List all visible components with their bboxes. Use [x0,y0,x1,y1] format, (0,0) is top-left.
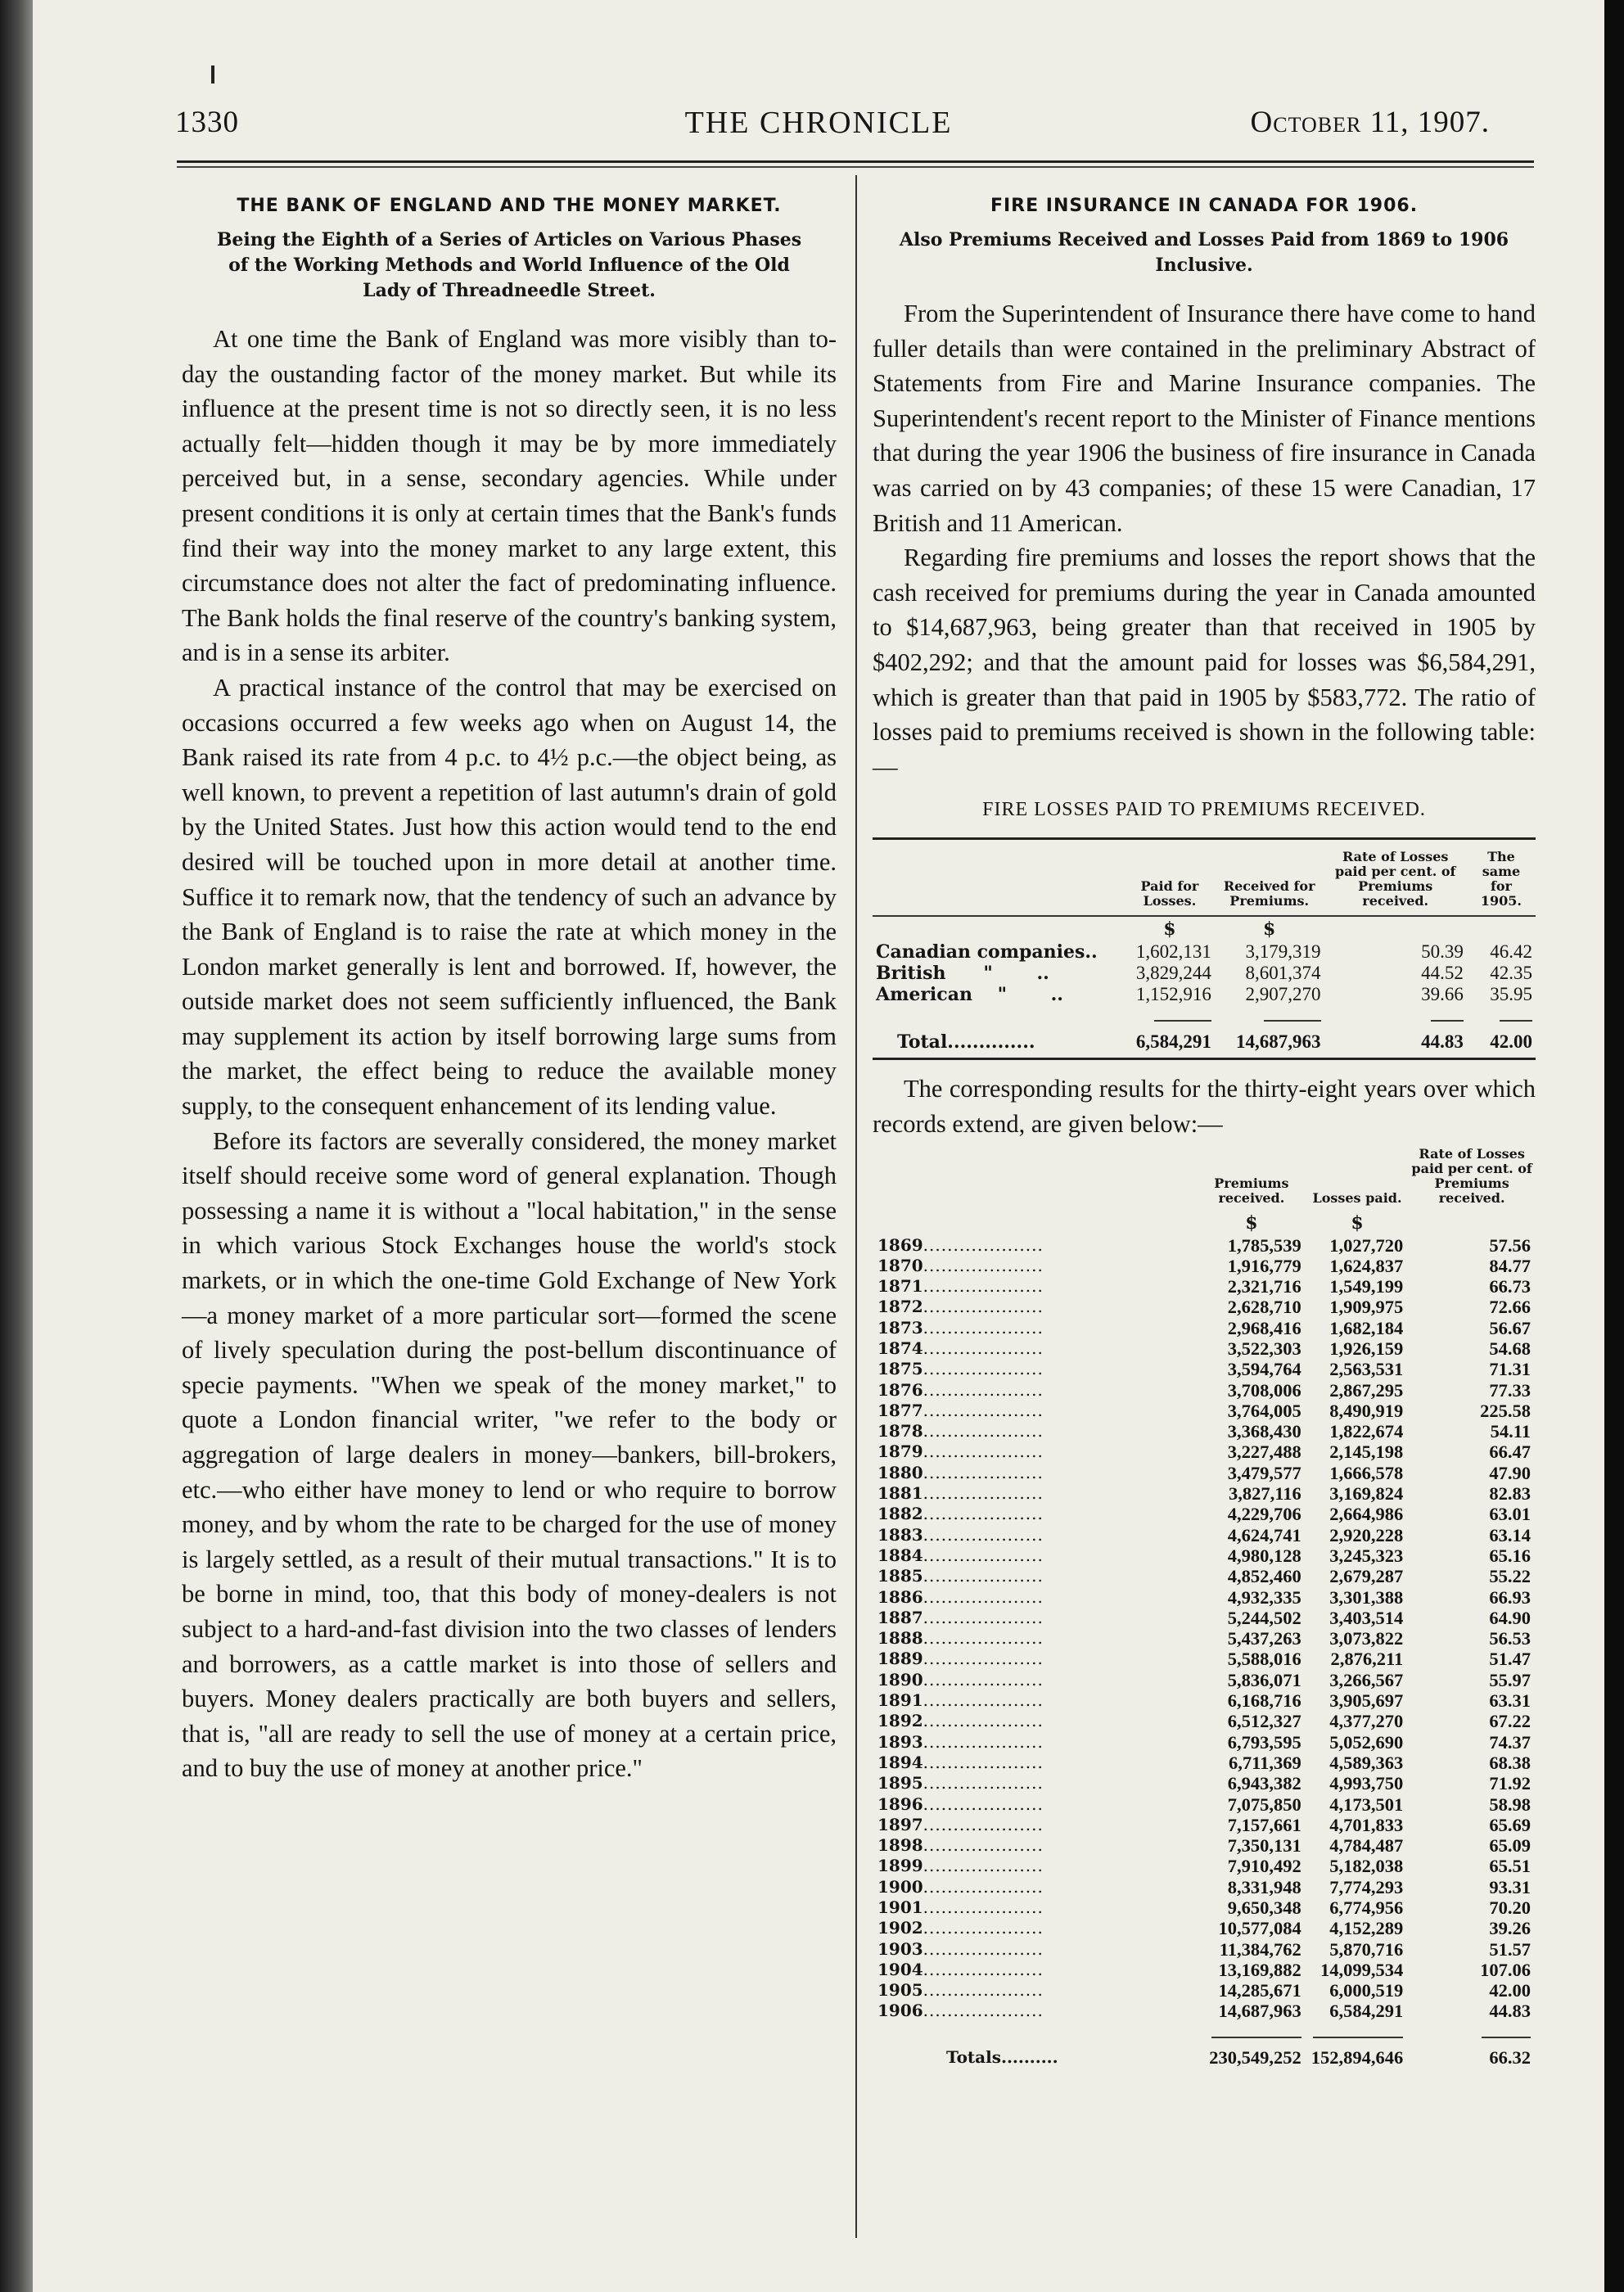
year-cell: 1898 [877,1835,923,1856]
premiums-cell: 10,577,084 [1218,1918,1301,1939]
premiums-cell: 1,916,779 [1227,1255,1301,1276]
year-cell: 1883 [877,1524,923,1545]
leader-dots: .................... [923,1773,1044,1793]
rate-cell: 68.38 [1489,1752,1531,1773]
losses-cell: 3,245,323 [1329,1545,1404,1566]
premiums-cell: 5,836,071 [1227,1669,1301,1690]
newspaper-page [33,0,1604,2292]
table-title: FIRE LOSSES PAID TO PREMIUMS RECEIVED. [982,799,1426,821]
losses-cell: 3,266,567 [1329,1669,1404,1690]
premiums-cell: 13,169,882 [1218,1959,1301,1980]
year-cell: 1890 [877,1669,923,1690]
table-row [873,1297,1536,1317]
losses-cell: 3,073,822 [1329,1628,1404,1649]
table-row [873,1980,1536,2001]
left-column [182,193,837,1786]
year-cell: 1895 [877,1773,923,1793]
year-cell: 1897 [877,1814,923,1834]
rate-cell: 51.47 [1489,1649,1531,1670]
leader-dots: .................... [923,1504,1044,1524]
header-rule [177,160,1534,163]
year-cell: 1893 [877,1731,923,1752]
leader-dots: .................... [923,1938,1044,1959]
year-cell: 1881 [877,1483,923,1504]
rate-cell: 66.47 [1489,1442,1531,1463]
rate-cell: 65.69 [1489,1814,1531,1835]
rate-cell: 57.56 [1489,1234,1531,1256]
year-cell: 1892 [877,1711,923,1731]
premiums-cell: 4,229,706 [1227,1504,1301,1525]
table-row [873,1877,1536,1897]
leader-dots: .................... [923,1586,1044,1607]
year-cell: 1902 [877,1918,923,1938]
premiums-cell: 14,285,671 [1218,1980,1301,2001]
losses-cell: 5,182,038 [1329,1856,1404,1877]
rate-cell: 54.11 [1490,1421,1531,1442]
leader-dots: .................... [923,1317,1044,1338]
table-row [873,1483,1536,1504]
premiums-cell: 11,384,762 [1219,1938,1301,1960]
year-cell: 1878 [877,1421,923,1442]
premiums-cell: 3,227,488 [1227,1442,1301,1463]
leader-dots: .................... [923,1359,1044,1379]
print-mark [211,65,214,83]
rate-cell: 44.83 [1489,2001,1531,2022]
rate-cell: 71.92 [1489,1773,1531,1794]
premiums-cell: 3,368,430 [1227,1421,1301,1442]
leader-dots: .................... [923,1628,1044,1649]
rate-cell: 54.68 [1489,1338,1531,1359]
rate-cell: 39.26 [1489,1918,1531,1939]
table-total-row: Total.............. 6,584,291 14,687,963 44.83 42.00 [897,1031,1532,1054]
article-title: THE BANK OF ENGLAND AND THE MONEY MARKET. [237,196,782,216]
table-row [873,1276,1536,1297]
rate-cell: 51.57 [1489,1938,1531,1960]
premiums-cell: 5,588,016 [1227,1649,1301,1670]
year-cell: 1903 [877,1938,923,1959]
losses-cell: 4,784,487 [1329,1835,1404,1857]
year-cell: 1870 [877,1255,923,1275]
premiums-cell: 6,512,327 [1227,1711,1301,1732]
year-cell: 1906 [877,2001,923,2021]
leader-dots: .................... [923,1649,1044,1669]
leader-dots: .................... [923,1856,1044,1876]
premiums-cell: 5,244,502 [1227,1607,1301,1628]
article-paragraph: Regarding fire premiums and losses the report shows that the cash received for premiums during the year in Canada amounted to $14,687,963, being greater than that received in 1905 by $402,292; and that the amount paid for losses was $6,584,291, which is greater than that paid in 1905 by $583,772. The ratio of losses paid to premiums received is shown in the following table:— [873,544,1536,781]
losses-cell: 1,926,159 [1329,1338,1404,1359]
table-row [873,1380,1536,1401]
leader-dots: .................... [923,1752,1044,1772]
losses-cell: 1,682,184 [1329,1317,1404,1338]
year-cell: 1882 [877,1504,923,1524]
rate-cell: 84.77 [1489,1255,1531,1276]
column-header: Premiums received. [1214,1175,1289,1206]
premiums-cell: 7,350,131 [1227,1835,1301,1857]
table-row: British " .. 3,829,244 8,601,374 44.52 42.35 [876,963,1532,985]
leader-dots: .................... [923,1980,1044,2001]
scan-border-left [0,0,33,2292]
leader-dots: .................... [923,1421,1044,1442]
table-row [873,1401,1536,1421]
rate-cell: 74.37 [1489,1731,1531,1753]
leader-dots: .................... [923,1379,1044,1400]
leader-dots: .................... [923,1814,1044,1834]
premiums-cell: 2,321,716 [1227,1276,1301,1297]
table-row [873,1897,1536,1918]
losses-cell: 8,490,919 [1329,1400,1404,1421]
premiums-cell: 2,968,416 [1227,1317,1301,1338]
currency-symbol: $ [1263,918,1276,941]
rate-cell: 67.22 [1489,1711,1531,1732]
table-row [873,1794,1536,1815]
rate-cell: 55.97 [1489,1669,1531,1690]
rate-cell: 64.90 [1489,1607,1531,1628]
losses-cell: 14,099,534 [1320,1959,1404,1980]
historical-table [873,1142,1536,2073]
year-cell: 1896 [877,1793,923,1814]
table-row [873,1815,1536,1835]
right-column [873,193,1536,2073]
rate-cell: 77.33 [1489,1379,1531,1401]
article-title: FIRE INSURANCE IN CANADA FOR 1906. [990,196,1419,216]
article-paragraph: The corresponding results for the thirty-eight years over which records extend, are given below:— [873,1075,1536,1138]
year-cell: 1891 [877,1690,923,1711]
table-row [873,1835,1536,1856]
loss-ratio-table [873,840,1536,1058]
premiums-cell: 3,708,006 [1227,1379,1301,1401]
leader-dots: .................... [923,1711,1044,1731]
leader-dots: .................... [923,1338,1044,1358]
losses-cell: 4,173,501 [1329,1793,1404,1815]
table-row [873,2001,1536,2021]
premiums-cell: 7,075,850 [1227,1793,1301,1815]
issue-date: October 11, 1907. [1250,106,1490,139]
losses-cell: 6,774,956 [1329,1897,1404,1918]
year-cell: 1901 [877,1897,923,1917]
leader-dots: .................... [923,1566,1044,1586]
losses-cell: 3,403,514 [1329,1607,1404,1628]
losses-cell: 6,584,291 [1329,2001,1404,2022]
premiums-cell: 6,943,382 [1227,1773,1301,1794]
table-row [873,1608,1536,1628]
losses-cell: 3,905,697 [1329,1690,1404,1712]
table-row [873,1421,1536,1442]
leader-dots: .................... [923,1234,1044,1255]
premiums-cell: 4,852,460 [1227,1566,1301,1587]
premiums-cell: 9,650,348 [1227,1897,1301,1918]
article-paragraph: At one time the Bank of England was more visibly than to-day the oustanding factor of the money market. But while its influence at the present time is not so directly seen, it is no less actually felt—hidden though it may be by more immediately perceived but, in a sense, secondary agencies. While under present conditions it is only at certain times that the Bank's funds find their way into the money market to any large extent, this circumstance does not alter the fact of predominating influence. The Bank holds the final reserve of the country's banking system, and is in a sense its arbiter. [182,325,837,667]
premiums-cell: 3,827,116 [1228,1483,1301,1505]
leader-dots: .................... [923,1462,1044,1482]
article-paragraph: A practical instance of the control that may be exercised on occasions occurred a few weeks ago when on August 14, the Bank raised its rate from 4 p.c. to 4½ p.c.—the object being, as well known, to prevent a repetition of last autumn's drain of gold by the United States. Just how this action would tend to the end desired will be touched upon in more detail at another time. Suffice it to remark now, that the tendency of such an advance by the Bank of England is to raise the rate at which money in the London market generally is lent and borrowed. If, however, the outside market does not seem sufficiently influenced, the Bank may supplement its action by itself borrowing large sums from the market, the effect being to reduce the available money supply, to the consequent enhancement of its lending value. [182,673,837,1121]
page-number: 1330 [175,106,239,139]
premiums-cell: 2,628,710 [1227,1297,1301,1318]
column-header: The same for 1905. [1480,849,1522,909]
rate-cell: 66.93 [1489,1586,1531,1608]
table-row [873,1545,1536,1566]
premiums-cell: 14,687,963 [1218,2001,1301,2022]
premiums-cell: 7,157,661 [1227,1814,1301,1835]
table-row [873,1960,1536,1980]
leader-dots: .................... [923,1959,1044,1979]
losses-cell: 2,920,228 [1329,1524,1404,1545]
year-cell: 1877 [877,1400,923,1420]
scan-border-right [1604,0,1624,2292]
currency-symbol: $ [1351,1211,1364,1234]
leader-dots: .................... [923,1918,1044,1938]
rate-cell: 63.31 [1489,1690,1531,1712]
currency-symbol: $ [1163,918,1176,941]
premiums-cell: 4,624,741 [1227,1524,1301,1545]
year-cell: 1876 [877,1379,923,1400]
rate-cell: 70.20 [1489,1897,1531,1918]
table-row [873,1939,1536,1960]
losses-cell: 1,666,578 [1329,1462,1404,1483]
rate-cell: 56.67 [1489,1317,1531,1338]
losses-cell: 1,822,674 [1329,1421,1404,1442]
article-subtitle: Also Premiums Received and Losses Paid from 1869 to 1906 Inclusive. [899,229,1509,276]
rate-cell: 42.00 [1489,1980,1531,2001]
year-cell: 1871 [877,1276,923,1297]
rate-cell: 63.01 [1489,1504,1531,1525]
table-row: American " .. 1,152,916 2,907,270 39.66 35.95 [876,984,1532,1006]
table-row [873,1359,1536,1379]
column-header: Losses paid. [1312,1189,1402,1206]
table-row [873,1628,1536,1649]
rate-cell: 58.98 [1489,1793,1531,1815]
rate-cell: 65.16 [1489,1545,1531,1566]
year-cell: 1886 [877,1586,923,1607]
losses-cell: 2,679,287 [1329,1566,1404,1587]
leader-dots: .................... [923,1483,1044,1504]
table-row [873,1256,1536,1276]
column-header: Rate of Losses paid per cent. of Premiums received. [1411,1145,1532,1206]
table-row [873,1732,1536,1753]
rate-cell: 63.14 [1489,1524,1531,1545]
leader-dots: .................... [923,1442,1044,1462]
table-row [873,1753,1536,1773]
year-cell: 1899 [877,1856,923,1876]
year-cell: 1900 [877,1876,923,1897]
column-header: Received for Premiums. [1223,878,1315,909]
table-row [873,1649,1536,1669]
year-cell: 1873 [877,1317,923,1338]
losses-cell: 2,867,295 [1329,1379,1404,1401]
year-cell: 1880 [877,1462,923,1482]
premiums-cell: 7,910,492 [1227,1856,1301,1877]
year-cell: 1874 [877,1338,923,1358]
year-cell: 1875 [877,1359,923,1379]
leader-dots: .................... [923,1897,1044,1917]
year-cell: 1869 [877,1234,923,1255]
table-row [873,1442,1536,1462]
premiums-cell: 4,980,128 [1227,1545,1301,1566]
premiums-cell: 3,764,005 [1227,1400,1301,1421]
leader-dots: .................... [923,1793,1044,1814]
table-row [873,1463,1536,1483]
rate-cell: 107.06 [1480,1959,1531,1980]
losses-cell: 4,377,270 [1329,1711,1404,1732]
table-row [873,1690,1536,1711]
year-cell: 1872 [877,1297,923,1317]
leader-dots: .................... [923,1669,1044,1690]
year-cell: 1884 [877,1545,923,1565]
rate-cell: 47.90 [1489,1462,1531,1483]
losses-cell: 7,774,293 [1329,1876,1404,1897]
losses-cell: 5,052,690 [1329,1731,1404,1753]
leader-dots: .................... [923,1876,1044,1897]
rate-cell: 65.09 [1489,1835,1531,1857]
table-row [873,1504,1536,1524]
losses-cell: 3,169,824 [1329,1483,1404,1505]
rate-cell: 72.66 [1489,1297,1531,1318]
leader-dots: .................... [923,1731,1044,1752]
table-row: Canadian companies.. 1,602,131 3,179,319 50.39 46.42 [876,941,1532,963]
table-row [873,1235,1536,1256]
table-row [873,1856,1536,1876]
losses-cell: 3,301,388 [1329,1586,1404,1608]
rate-cell: 71.31 [1489,1359,1531,1380]
table-total-row: Totals.......... 230,549,252 152,894,646 66.32 [946,2047,1531,2069]
rate-cell: 65.51 [1489,1856,1531,1877]
table-row [873,1670,1536,1690]
leader-dots: .................... [923,1690,1044,1711]
year-cell: 1879 [877,1442,923,1462]
table-row [873,1918,1536,1938]
premiums-cell: 6,168,716 [1227,1690,1301,1712]
leader-dots: .................... [923,1524,1044,1545]
losses-cell: 6,000,519 [1329,1980,1404,2001]
leader-dots: .................... [923,1297,1044,1317]
losses-cell: 2,876,211 [1330,1649,1404,1670]
article-paragraph: From the Superintendent of Insurance there have come to hand fuller details than were contained in the preliminary Abstract of Statements from Fire and Marine Insurance companies. The Superintendent's recent report to the Minister of Finance mentions that during the year 1906 the business of fire insurance in Canada was carried on by 43 companies; of these 15 were Canadian, 17 British and 11 American. [873,300,1536,537]
rate-cell: 93.31 [1489,1876,1531,1897]
premiums-cell: 4,932,335 [1227,1586,1301,1608]
table-row [873,1338,1536,1359]
premiums-cell: 5,437,263 [1227,1628,1301,1649]
table-row [873,1773,1536,1793]
losses-cell: 2,563,531 [1329,1359,1404,1380]
premiums-cell: 3,522,303 [1227,1338,1301,1359]
year-cell: 1889 [877,1649,923,1669]
leader-dots: .................... [923,1835,1044,1856]
losses-cell: 4,701,833 [1329,1814,1404,1835]
losses-cell: 4,993,750 [1329,1773,1404,1794]
premiums-cell: 1,785,539 [1227,1234,1301,1256]
publication-title: THE CHRONICLE [684,106,953,140]
table-row [873,1711,1536,1731]
column-header: Paid for Losses. [1140,878,1199,909]
table-rule [873,1058,1536,1060]
currency-symbol: $ [1245,1211,1258,1234]
year-cell: 1887 [877,1607,923,1627]
rate-cell: 225.58 [1480,1400,1531,1421]
year-cell: 1894 [877,1752,923,1772]
table-row [873,1525,1536,1545]
losses-cell: 1,909,975 [1329,1297,1404,1318]
leader-dots: .................... [923,1400,1044,1420]
premiums-cell: 6,793,595 [1227,1731,1301,1753]
losses-cell: 4,152,289 [1329,1918,1404,1939]
article-subtitle: Being the Eighth of a Series of Articles on Various Phases of the Working Methods and World Influence of the Old Lady of Threadneedle Street. [216,229,802,301]
table-row [873,1318,1536,1338]
leader-dots: .................... [923,1255,1044,1275]
rate-cell: 66.73 [1489,1276,1531,1297]
losses-cell: 2,145,198 [1329,1442,1404,1463]
leader-dots: .................... [923,2001,1044,2021]
column-header: Rate of Losses paid per cent. of Premiums received. [1335,849,1456,909]
rate-cell: 55.22 [1489,1566,1531,1587]
table-row [873,1566,1536,1586]
table-row [873,1587,1536,1608]
column-divider [855,175,857,2238]
losses-cell: 1,027,720 [1329,1234,1404,1256]
leader-dots: .................... [923,1607,1044,1627]
rate-cell: 82.83 [1489,1483,1531,1505]
header-rule-secondary [177,166,1534,168]
rate-cell: 56.53 [1489,1628,1531,1649]
losses-cell: 5,870,716 [1329,1938,1404,1960]
article-paragraph: Before its factors are severally considered, the money market itself should receive some word of general explanation. Though possessing a name it is without a "local habitation," in the sense in which various Stock Exchanges house the world's stock markets, or in which the one-time Gold Exchange of New York—a money market of a more particular sort—formed the scene of lively speculation during the post-bellum discontinuance of specie payments. "When we speak of the money market," to quote a London financial writer, "we refer to the body or aggregation of large dealers in money—bankers, bill-brokers, etc.—who either have money to lend or who require to borrow money, and by whom the rate to be charged for the use of money is largely settled, as a result of their mutual transactions." It is to be borne in mind, too, that this body of money-dealers is not subject to a hard-and-fast division into the two classes of lenders and borrowers, as a cattle market is into those of sellers and buyers. Money dealers practically are both buyers and sellers, that is, "all are ready to sell the use of money at a certain price, and to buy the use of money at another price." [182,1126,837,1783]
year-cell: 1904 [877,1959,923,1979]
leader-dots: .................... [923,1545,1044,1565]
year-cell: 1888 [877,1628,923,1649]
year-cell: 1885 [877,1566,923,1586]
losses-cell: 4,589,363 [1329,1752,1404,1773]
leader-dots: .................... [923,1276,1044,1297]
premiums-cell: 3,594,764 [1227,1359,1301,1380]
losses-cell: 1,549,199 [1329,1276,1404,1297]
losses-cell: 1,624,837 [1329,1255,1404,1276]
premiums-cell: 8,331,948 [1227,1876,1301,1897]
premiums-cell: 6,711,369 [1228,1752,1301,1773]
premiums-cell: 3,479,577 [1227,1462,1301,1483]
year-cell: 1905 [877,1980,923,2001]
losses-cell: 2,664,986 [1329,1504,1404,1525]
